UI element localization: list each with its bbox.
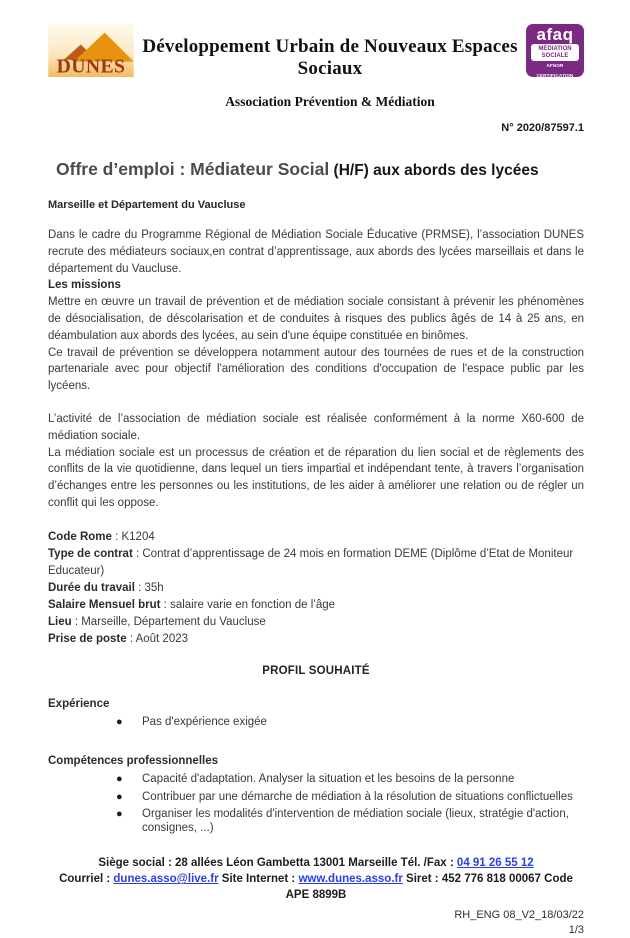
profile-section-heading: PROFIL SOUHAITÉ — [262, 664, 370, 677]
job-details-list — [48, 529, 584, 648]
bullet-icon: ● — [116, 790, 123, 803]
afnor-certification-text: AFNOR CERTIFICATION — [536, 63, 574, 78]
document-meta — [48, 908, 584, 938]
document-footer — [48, 855, 584, 903]
list-item-text: Capacité d'adaptation. Analyser la situation et les besoins de la personne — [142, 773, 515, 786]
competences-heading: Compétences professionnelles — [48, 755, 218, 768]
reference-number: N° 2020/87597.1 — [501, 122, 584, 134]
organization-title: Développement Urbain de Nouveaux Espaces Sociaux — [142, 36, 518, 79]
detail-code-rome — [48, 529, 584, 546]
afaq-band-line2: SOCIALE — [541, 53, 569, 59]
header-titles — [134, 24, 526, 110]
footer-website-link[interactable]: www.dunes.asso.fr — [298, 873, 403, 886]
footer-phone-link[interactable]: 04 91 26 55 12 — [456, 857, 534, 870]
experience-list — [48, 716, 584, 730]
afaq-brand-text: afaq — [536, 25, 574, 44]
norme-paragraph: L’activité de l’association de médiation sociale est réalisée conformément à la norme X60-600 de médiation sociale. — [48, 412, 584, 442]
footer-address-text: Siège social : 28 allées Léon Gambetta 13001 Marseille Tél. /Fax : — [98, 857, 457, 870]
list-item — [48, 716, 584, 730]
detail-value: : Marseille, Département du Vaucluse — [71, 615, 266, 628]
footer-email-label: Courriel : — [59, 873, 114, 886]
detail-label: Type de contrat — [48, 547, 133, 560]
detail-label: Lieu — [48, 615, 72, 628]
list-item-text: Organiser les modalités d'intervention de médiation sociale (lieux, stratégie d'action, consignes, ...) — [142, 808, 569, 834]
detail-label: Prise de poste — [48, 632, 127, 645]
list-item-text: Pas d'expérience exigée — [142, 715, 267, 728]
organization-subtitle: Association Prévention & Médiation — [225, 94, 435, 109]
list-item — [48, 791, 584, 805]
detail-value: : K1204 — [111, 530, 155, 543]
bullet-icon: ● — [116, 715, 123, 728]
job-location: Marseille et Département du Vaucluse — [48, 199, 246, 211]
mediation-definition-paragraph: La médiation sociale est un processus de création et de réparation du lien social et de règlements des conflits de la vie quotidienne, dans lequel un tiers impartial et indépendant tente, à travers l’organisation d’échanges entre les personnes ou les institutions, de les aider à améliorer une relation ou de régler un conflit qui les oppose. — [48, 446, 584, 509]
afaq-mediation-band — [531, 44, 579, 61]
detail-type-contrat — [48, 546, 584, 580]
dunes-logo-text: DUNES — [56, 55, 126, 77]
missions-heading: Les missions — [48, 279, 121, 292]
missions-paragraph-1: Mettre en œuvre un travail de prévention et de médiation sociale consistant à prévenir les phénomènes de désocialisation, de déscolarisation et de conduites à risques des publics âgés de 14 à 25 ans, en déambulation aux abords des lycées, au sein d'une équipe constituée en binômes. — [48, 296, 584, 342]
detail-value: : 35h — [134, 581, 164, 594]
missions-paragraph-2: Ce travail de prévention se développera notamment autour des tournées de rues et de la construction partenariale avec pour objectif l'amélioration des conditions d'occupation de l'espace public par les lycéens. — [48, 346, 584, 393]
detail-duree-travail — [48, 580, 584, 597]
document-reference: RH_ENG 08_V2_18/03/22 — [454, 909, 584, 922]
document-header — [48, 24, 584, 110]
footer-site-label: Site Internet : — [218, 873, 299, 886]
afaq-certification-logo — [526, 24, 584, 77]
list-item-text: Contribuer par une démarche de médiation à la résolution de situations conflictuelles — [142, 790, 573, 803]
detail-lieu — [48, 614, 584, 631]
afaq-band-line1: MÉDIATION — [538, 46, 572, 52]
list-item — [48, 808, 584, 835]
experience-heading: Expérience — [48, 697, 110, 710]
job-title-suffix: (H/F) aux abords des lycées — [329, 162, 539, 179]
detail-value: : salaire varie en fonction de l’âge — [160, 598, 336, 611]
detail-value: : Août 2023 — [126, 632, 189, 645]
detail-value: : Contrat d’apprentissage de 24 mois en formation DEME (Diplôme d’Etat de Moniteur Educateur) — [48, 547, 574, 577]
page-number: 1/3 — [568, 924, 584, 937]
detail-prise-de-poste — [48, 631, 584, 648]
job-title-main: Offre d’emploi : Médiateur Social — [56, 159, 330, 179]
detail-salaire — [48, 597, 584, 614]
job-title — [48, 159, 584, 180]
dunes-logo-image — [48, 24, 134, 77]
footer-siret-text: Siret : 452 776 818 00067 Code APE 8899B — [285, 873, 573, 902]
intro-paragraph: Dans le cadre du Programme Régional de Médiation Sociale Éducative (PRMSE), l’association DUNES recrute des médiateurs sociaux,en contrat d’apprentissage, aux abords des lycées marseillais et dans le département du Vaucluse. — [48, 229, 584, 275]
detail-label: Salaire Mensuel brut — [48, 598, 161, 611]
footer-email-link[interactable]: dunes.asso@live.fr — [113, 873, 219, 886]
detail-label: Code Rome — [48, 530, 112, 543]
dunes-logo — [48, 24, 134, 77]
bullet-icon: ● — [116, 808, 123, 821]
competences-list — [48, 773, 584, 835]
detail-label: Durée du travail — [48, 581, 135, 594]
bullet-icon: ● — [116, 773, 123, 786]
list-item — [48, 773, 584, 787]
